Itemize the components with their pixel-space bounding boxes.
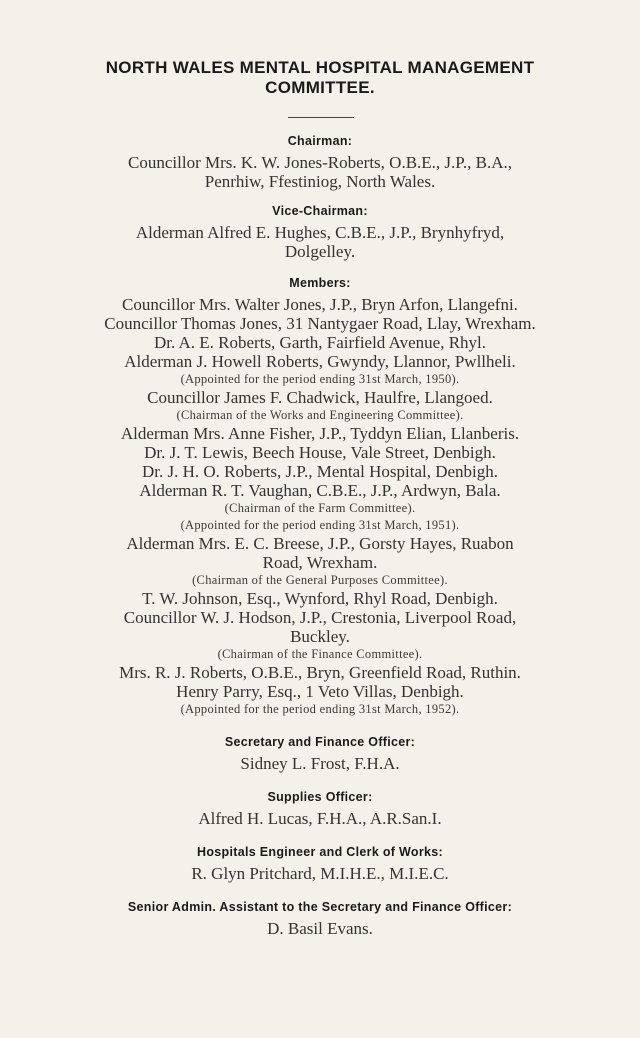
senior-admin-heading: Senior Admin. Assistant to the Secretary and Finance Officer: <box>127 900 513 914</box>
title-line-2: COMMITTEE. <box>265 78 375 97</box>
member-line: T. W. Johnson, Esq., Wynford, Rhyl Road, Denbigh. <box>142 589 498 608</box>
chairman-line-2: Penrhiw, Ffestiniog, North Wales. <box>204 172 436 191</box>
chairman-heading: Chairman: <box>287 134 353 148</box>
chairman-line-1: Councillor Mrs. K. W. Jones-Roberts, O.B.E., J.P., B.A., <box>128 153 512 172</box>
secretary-name: Sidney L. Frost, F.H.A. <box>240 754 400 773</box>
member-line: Dr. A. E. Roberts, Garth, Fairfield Avenue, Rhyl. <box>153 333 487 352</box>
vice-chairman-heading: Vice-Chairman: <box>272 204 368 218</box>
member-line: Councillor Mrs. Walter Jones, J.P., Bryn Arfon, Llangefni. <box>122 295 518 314</box>
member-line: Mrs. R. J. Roberts, O.B.E., Bryn, Greenfield Road, Ruthin. <box>119 663 521 682</box>
vice-chairman-line-2: Dolgelley. <box>284 242 356 261</box>
supplies-name: Alfred H. Lucas, F.H.A., A.R.San.I. <box>198 809 442 828</box>
supplies-heading: Supplies Officer: <box>267 790 373 804</box>
member-note: (Appointed for the period ending 31st March, 1951). <box>180 518 460 532</box>
senior-admin-name: D. Basil Evans. <box>267 919 373 938</box>
member-line: Road, Wrexham. <box>262 553 378 572</box>
member-note: (Appointed for the period ending 31st March, 1952). <box>180 702 460 716</box>
engineer-heading: Hospitals Engineer and Clerk of Works: <box>197 845 443 859</box>
member-line: Councillor James F. Chadwick, Haulfre, Llangoed. <box>147 388 493 407</box>
engineer-name: R. Glyn Pritchard, M.I.H.E., M.I.E.C. <box>191 864 449 883</box>
member-line: Alderman R. T. Vaughan, C.B.E., J.P., Ardwyn, Bala. <box>139 481 501 500</box>
page-title <box>0 58 640 98</box>
member-line: Buckley. <box>290 627 350 646</box>
member-line: Councillor Thomas Jones, 31 Nantygaer Road, Llay, Wrexham. <box>104 314 536 333</box>
title-line-1: NORTH WALES MENTAL HOSPITAL MANAGEMENT <box>105 58 535 77</box>
member-note: (Appointed for the period ending 31st March, 1950). <box>180 372 460 386</box>
member-line: Dr. J. H. O. Roberts, J.P., Mental Hospital, Denbigh. <box>141 462 499 481</box>
members-heading: Members: <box>289 276 351 290</box>
member-line: Henry Parry, Esq., 1 Veto Villas, Denbigh. <box>176 682 464 701</box>
member-line: Dr. J. T. Lewis, Beech House, Vale Street, Denbigh. <box>144 443 496 462</box>
member-line: Alderman Mrs. E. C. Breese, J.P., Gorsty Hayes, Ruabon <box>126 534 514 553</box>
member-note: (Chairman of the Farm Committee). <box>224 501 416 515</box>
committee-list <box>0 133 640 938</box>
member-note: (Chairman of the Finance Committee). <box>217 647 423 661</box>
title-divider <box>288 117 354 118</box>
member-note: (Chairman of the General Purposes Committee). <box>192 573 448 587</box>
secretary-heading: Secretary and Finance Officer: <box>224 735 416 749</box>
member-line: Alderman Mrs. Anne Fisher, J.P., Tyddyn Elian, Llanberis. <box>120 424 520 443</box>
member-line: Councillor W. J. Hodson, J.P., Crestonia, Liverpool Road, <box>123 608 517 627</box>
vice-chairman-line-1: Alderman Alfred E. Hughes, C.B.E., J.P., Brynhyfryd, <box>135 223 505 242</box>
member-line: Alderman J. Howell Roberts, Gwyndy, Llannor, Pwllheli. <box>124 352 516 371</box>
member-note: (Chairman of the Works and Engineering Committee). <box>176 408 464 422</box>
